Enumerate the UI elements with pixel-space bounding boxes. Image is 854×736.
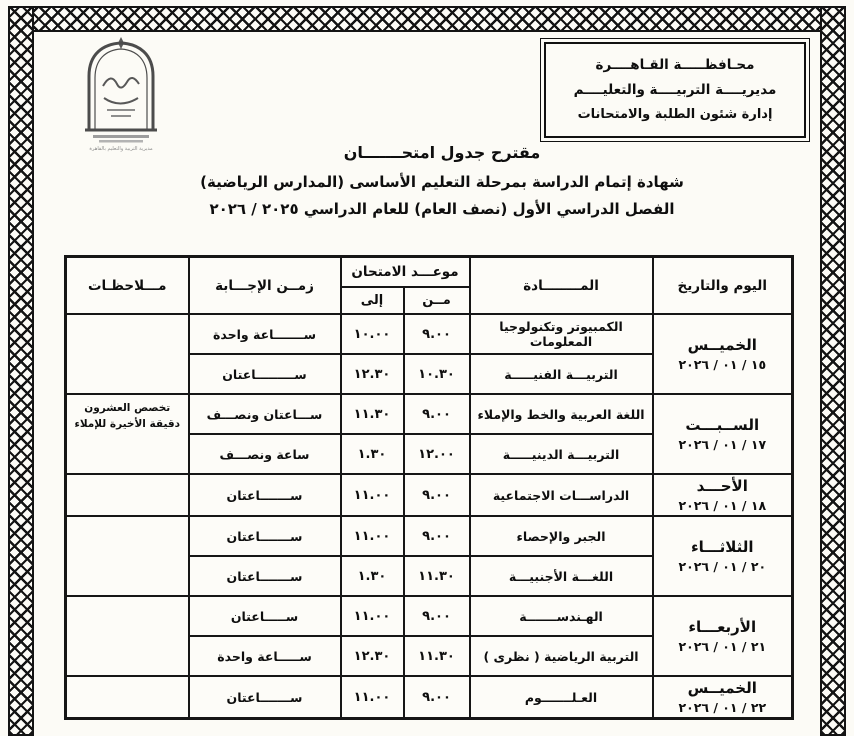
time-from-cell: ٩.٠٠ [404, 474, 470, 516]
exam-schedule-table [64, 255, 794, 720]
duration-cell: ســـاعتان ونصـــف [189, 394, 341, 434]
time-from-cell: ١٠.٣٠ [404, 354, 470, 394]
time-from-cell: ١١.٣٠ [404, 636, 470, 676]
administration-name: إدارة شئون الطلبة والامتحانات [577, 106, 773, 122]
subject-cell: الهـندســـــــة [470, 596, 653, 636]
notes-cell: تخصص العشرون دقيقة الأخيرة للإملاء [66, 394, 189, 474]
table-header-row [66, 257, 793, 288]
day-date: ١٥ / ٠١ / ٢٠٢٦ [678, 357, 767, 372]
day-name: الخميــس [687, 679, 757, 697]
col-header-to: إلى [341, 287, 404, 314]
day-date: ٢١ / ٠١ / ٢٠٢٦ [678, 639, 767, 654]
subject-cell: التربيـــة الفنيـــــة [470, 354, 653, 394]
time-to-cell: ١١.٠٠ [341, 516, 404, 556]
time-from-cell: ٩.٠٠ [404, 676, 470, 719]
ornamental-border-top [8, 6, 846, 32]
subject-cell: التربيـــة الدينيـــــة [470, 434, 653, 474]
logo-caption: مديرية التربية والتعليم بالقاهرة [89, 146, 153, 152]
day-date: ٢٠ / ٠١ / ٢٠٢٦ [678, 559, 767, 574]
duration-cell: ســـــــاعتان [189, 556, 341, 596]
day-date: ٢٢ / ٠١ / ٢٠٢٦ [678, 700, 767, 715]
certificate-title: شهادة إتمام الدراسة بمرحلة التعليم الأساسى (المدارس الرياضية) [200, 173, 684, 191]
ornamental-border-left [8, 6, 34, 736]
day-cell [653, 596, 793, 676]
duration-cell: ســـــــاعتان [189, 516, 341, 556]
notes-cell [66, 676, 189, 719]
mosque-arch-logo-icon [73, 34, 169, 146]
directorate-logo [72, 34, 170, 153]
subject-cell: العـلـــــــوم [470, 676, 653, 719]
col-header-day: اليوم والتاريخ [653, 257, 793, 315]
day-cell [653, 474, 793, 516]
day-date: ١٨ / ٠١ / ٢٠٢٦ [678, 498, 767, 513]
governorate-name: محـافظـــــة القـاهــــرة [595, 57, 755, 73]
day-name: الأربعـــاء [688, 618, 757, 636]
day-date: ١٧ / ٠١ / ٢٠٢٦ [678, 437, 767, 452]
schedule-body [66, 314, 793, 719]
day-cell [653, 516, 793, 596]
subject-cell: الكمبيوتر وتكنولوجيا المعلومات [470, 314, 653, 354]
time-from-cell: ٩.٠٠ [404, 314, 470, 354]
time-to-cell: ١١.٠٠ [341, 596, 404, 636]
time-to-cell: ١١.٠٠ [341, 474, 404, 516]
duration-cell: ساعة ونصـــف [189, 434, 341, 474]
time-from-cell: ١١.٣٠ [404, 556, 470, 596]
duration-cell: ســـــــاعتان [189, 474, 341, 516]
table-row [66, 596, 793, 636]
col-header-duration: زمــن الإجـــابة [189, 257, 341, 315]
col-header-exam-time: موعـــد الامتحان [341, 257, 470, 288]
notes-cell [66, 596, 189, 676]
time-to-cell: ١١.٠٠ [341, 676, 404, 719]
day-name: الأحـــد [696, 477, 748, 495]
document-titles [95, 143, 789, 218]
subject-cell: اللغة العربية والخط والإملاء [470, 394, 653, 434]
subject-cell: اللغـــة الأجنبيـــة [470, 556, 653, 596]
table-row [66, 676, 793, 719]
subject-cell: التربية الرياضية ( نظرى ) [470, 636, 653, 676]
table-row [66, 516, 793, 556]
notes-cell [66, 474, 189, 516]
table-row [66, 394, 793, 434]
subject-cell: الدراســـات الاجتماعية [470, 474, 653, 516]
time-to-cell: ١.٣٠ [341, 434, 404, 474]
directorate-name: مديريــــة التربيــــة والتعليــــم [573, 81, 777, 98]
duration-cell: ســـــاعتان [189, 596, 341, 636]
col-header-from: مــن [404, 287, 470, 314]
time-from-cell: ٩.٠٠ [404, 596, 470, 636]
time-to-cell: ١٢.٣٠ [341, 636, 404, 676]
office-identification-box [544, 42, 806, 138]
time-from-cell: ١٢.٠٠ [404, 434, 470, 474]
time-to-cell: ١١.٣٠ [341, 394, 404, 434]
duration-cell: ســـــــاعتان [189, 676, 341, 719]
notes-cell [66, 314, 189, 394]
time-to-cell: ١.٣٠ [341, 556, 404, 596]
col-header-subject: المــــــــادة [470, 257, 653, 315]
time-to-cell: ١٢.٣٠ [341, 354, 404, 394]
time-from-cell: ٩.٠٠ [404, 516, 470, 556]
time-from-cell: ٩.٠٠ [404, 394, 470, 434]
day-name: الثلاثـــاء [690, 538, 754, 556]
day-name: الســبـــت [685, 416, 760, 434]
main-title: مقترح جدول امتحـــــــان [343, 143, 541, 162]
day-cell [653, 394, 793, 474]
table-row [66, 474, 793, 516]
day-name: الخميــس [687, 336, 757, 354]
duration-cell: ســـــــاعة واحدة [189, 314, 341, 354]
duration-cell: ســـــــــاعتان [189, 354, 341, 394]
col-header-notes: مـــلاحظـات [66, 257, 189, 315]
day-cell [653, 676, 793, 719]
ornamental-border-right [820, 6, 846, 736]
notes-cell [66, 516, 189, 596]
subject-cell: الجبر والإحصاء [470, 516, 653, 556]
time-to-cell: ١٠.٠٠ [341, 314, 404, 354]
table-row [66, 314, 793, 354]
semester-title: الفصل الدراسي الأول (نصف العام) للعام الدراسي ٢٠٢٥ / ٢٠٢٦ [209, 200, 675, 218]
day-cell [653, 314, 793, 394]
duration-cell: ســـــاعة واحدة [189, 636, 341, 676]
